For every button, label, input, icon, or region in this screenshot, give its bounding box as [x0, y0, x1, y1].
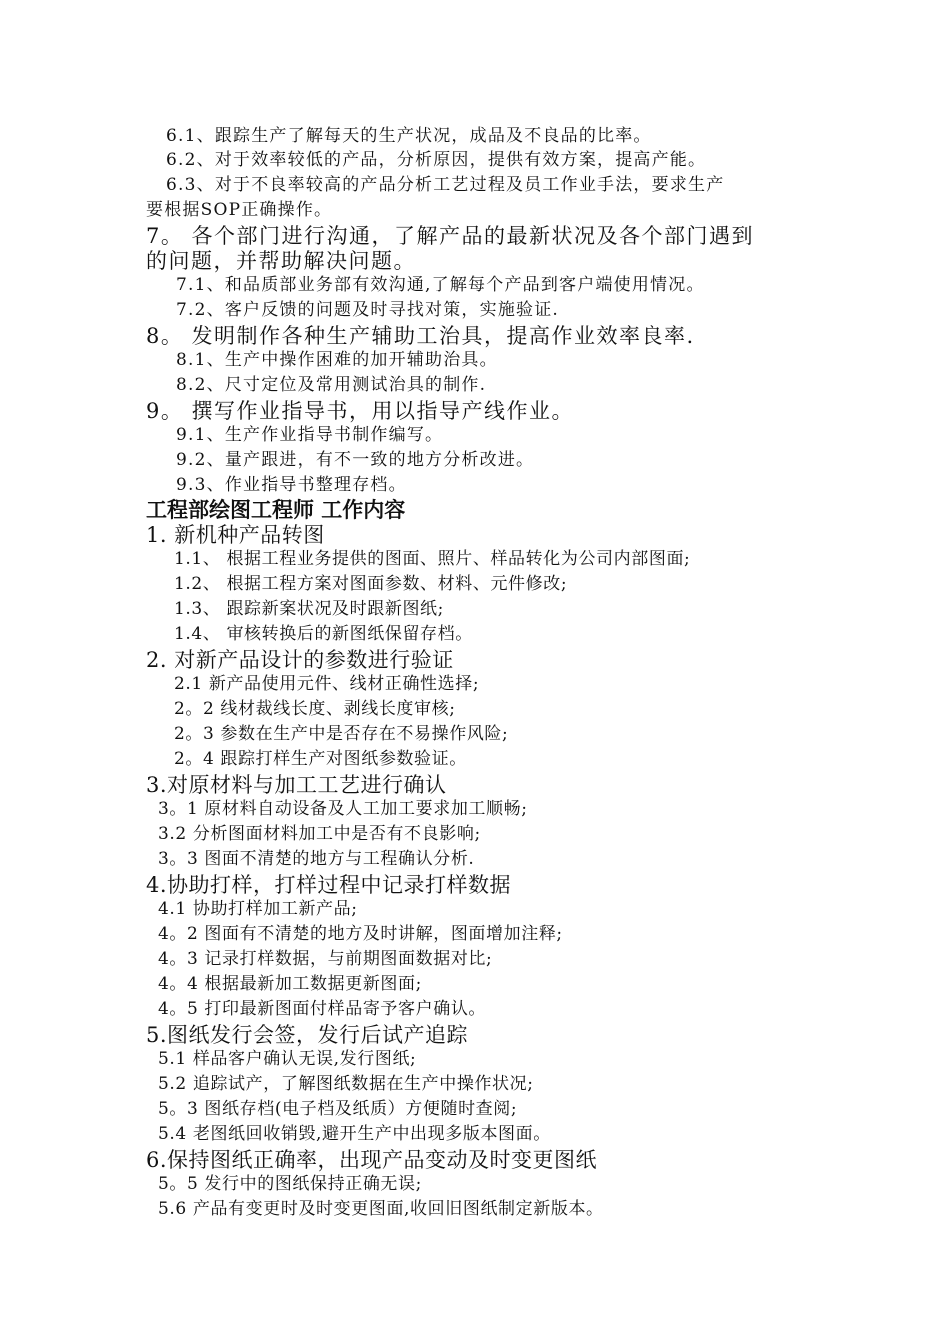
heading-5: 5.图纸发行会签，发行后试产追踪 [146, 1023, 469, 1047]
item-2-2: 2。2 线材裁线长度、剥线长度审核; [174, 699, 456, 719]
item-9-3: 9.3、作业指导书整理存档。 [176, 475, 407, 495]
item-5-2: 5.2 追踪试产，了解图纸数据在生产中操作状况; [158, 1074, 534, 1094]
item-8-1: 8.1、生产中操作困难的加开辅助治具。 [176, 350, 498, 370]
item-6-3: 6.3、对于不良率较高的产品分析工艺过程及员工作业手法，要求生产 [166, 175, 725, 195]
item-6-1: 6.1、跟踪生产了解每天的生产状况，成品及不良品的比率。 [166, 126, 652, 146]
item-7-1: 7.1、和品质部业务部有效沟通,了解每个产品到客户端使用情况。 [176, 275, 705, 295]
item-2-4: 2。4 跟踪打样生产对图纸参数验证。 [174, 749, 467, 769]
item-1-1: 1.1、 根据工程业务提供的图面、照片、样品转化为公司内部图面; [174, 549, 691, 569]
heading-3: 3.对原材料与加工工艺进行确认 [146, 773, 447, 797]
item-5-4: 5.4 老图纸回收销毁,避开生产中出现多版本图面。 [158, 1124, 551, 1144]
item-9-2: 9.2、量产跟进，有不一致的地方分析改进。 [176, 450, 535, 470]
item-6-3-cont: 要根据SOP正确操作。 [146, 200, 333, 220]
item-5-1: 5.1 样品客户确认无误,发行图纸; [158, 1049, 417, 1069]
heading-4: 4.协助打样，打样过程中记录打样数据 [146, 873, 512, 897]
heading-9: 9。 撰写作业指导书，用以指导产线作业。 [146, 399, 575, 423]
heading-8: 8。 发明制作各种生产辅助工治具，提高作业效率良率. [146, 324, 695, 348]
item-3-2: 3.2 分析图面材料加工中是否有不良影响; [158, 824, 481, 844]
item-3-3: 3。3 图面不清楚的地方与工程确认分析. [158, 849, 475, 869]
heading-7: 7。 各个部门进行沟通，了解产品的最新状况及各个部门遇到 [146, 224, 755, 248]
item-1-3: 1.3、 跟踪新案状况及时跟新图纸; [174, 599, 444, 619]
item-4-5: 4。5 打印最新图面付样品寄予客户确认。 [158, 999, 487, 1019]
item-3-1: 3。1 原材料自动设备及人工加工要求加工顺畅; [158, 799, 528, 819]
item-5-5: 5。5 发行中的图纸保持正确无误; [158, 1174, 422, 1194]
item-8-2: 8.2、尺寸定位及常用测试治具的制作. [176, 375, 487, 395]
item-4-4: 4。4 根据最新加工数据更新图面; [158, 974, 422, 994]
item-2-1: 2.1 新产品使用元件、线材正确性选择; [174, 674, 480, 694]
section-title: 工程部绘图工程师 工作内容 [146, 498, 406, 522]
item-1-4: 1.4、 审核转换后的新图纸保留存档。 [174, 624, 473, 644]
item-2-3: 2。3 参数在生产中是否存在不易操作风险; [174, 724, 509, 744]
heading-7-cont: 的问题，并帮助解决问题。 [146, 249, 416, 273]
item-4-2: 4。2 图面有不清楚的地方及时讲解，图面增加注释; [158, 924, 563, 944]
heading-6: 6.保持图纸正确率，出现产品变动及时变更图纸 [146, 1148, 598, 1172]
heading-2: 2. 对新产品设计的参数进行验证 [146, 648, 454, 672]
item-7-2: 7.2、客户反馈的问题及时寻找对策，实施验证. [176, 300, 560, 320]
item-4-3: 4。3 记录打样数据，与前期图面数据对比; [158, 949, 493, 969]
item-9-1: 9.1、生产作业指导书制作编写。 [176, 425, 444, 445]
item-5-6: 5.6 产品有变更时及时变更图面,收回旧图纸制定新版本。 [158, 1199, 604, 1219]
item-6-2: 6.2、对于效率较低的产品，分析原因，提供有效方案，提高产能。 [166, 150, 707, 170]
heading-1: 1. 新机种产品转图 [146, 523, 325, 547]
item-4-1: 4.1 协助打样加工新产品; [158, 899, 358, 919]
item-1-2: 1.2、 根据工程方案对图面参数、材料、元件修改; [174, 574, 568, 594]
item-5-3: 5。3 图纸存档(电子档及纸质）方便随时查阅; [158, 1099, 518, 1119]
